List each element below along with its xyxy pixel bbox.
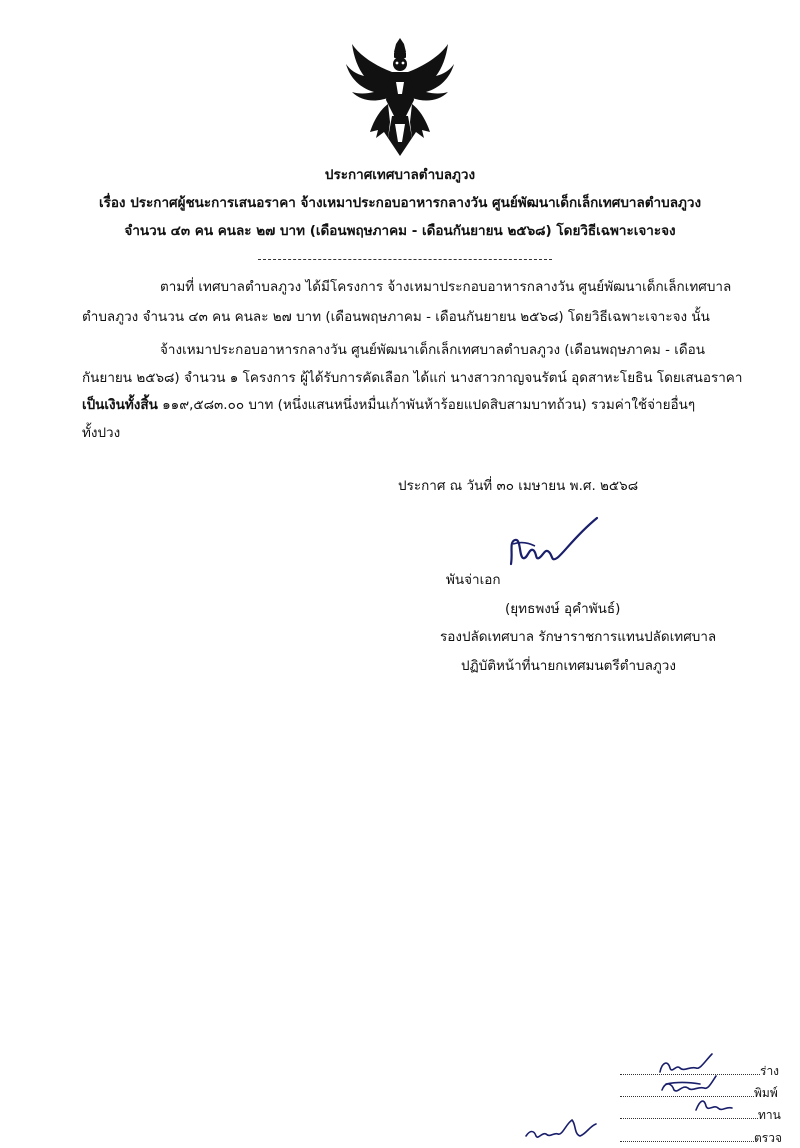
signer-name: (ยุทธพงษ์ อุคำพันธ์)	[505, 601, 621, 617]
subject-line-1: เรื่อง ประกาศผู้ชนะการเสนอราคา จ้างเหมาประกอบอาหารกลางวัน ศูนย์พัฒนาเด็กเล็กเทศบาลตำบลภูวง	[98, 195, 702, 211]
paragraph-1-line-2: ตำบลภูวง จำนวน ๔๓ คน คนละ ๒๗ บาท (เดือนพฤษภาคม - เดือนกันยายน ๒๕๖๘) โดยวิธีเฉพาะเจาะจง นั้น	[82, 309, 710, 325]
header-divider	[258, 259, 552, 260]
announce-date: ประกาศ ณ วันที่ ๓๐ เมษายน พ.ศ. ๒๕๖๘	[398, 478, 639, 494]
total-amount-text: ๑๑๙,๕๘๓.๐๐ บาท (หนึ่งแสนหนึ่งหมื่นเก้าพันห้าร้อยแปดสิบสามบาทถ้วน) รวมค่าใช้จ่ายอื่นๆ	[157, 397, 696, 413]
paragraph-2-line-4: ทั้งปวง	[82, 425, 121, 441]
check-label: ตรวจ	[754, 1131, 783, 1145]
footer-row-print	[620, 1084, 778, 1103]
footer-row-check	[620, 1129, 782, 1148]
signer-position-1: รองปลัดเทศบาล รักษาราชการแทนปลัดเทศบาล	[440, 629, 717, 645]
draft-label: ร่าง	[760, 1064, 780, 1078]
footer-row-draft	[620, 1062, 779, 1081]
footer-row-review	[620, 1106, 781, 1125]
subject-line-2: จำนวน ๔๓ คน คนละ ๒๗ บาท (เดือนพฤษภาคม - เดือนกันยายน ๒๕๖๘) โดยวิธีเฉพาะเจาะจง	[124, 223, 676, 239]
signer-position-2: ปฏิบัติหน้าที่นายกเทศมนตรีตำบลภูวง	[461, 658, 676, 674]
print-label: พิมพ์	[754, 1086, 778, 1100]
paragraph-2-line-3	[82, 393, 695, 415]
garuda-emblem-icon	[340, 38, 460, 158]
issuer-title: ประกาศเทศบาลตำบลภูวง	[324, 167, 476, 183]
paragraph-2-line-2: กันยายน ๒๕๖๘) จำนวน ๑ โครงการ ผู้ได้รับการคัดเลือก ได้แก่ นางสาวกาญจนรัตน์ อุดสาหะโยธิน โดยเสนอราคา	[82, 370, 743, 386]
handwritten-signature-icon	[505, 512, 605, 572]
signer-rank: พันจ่าเอก	[446, 572, 501, 588]
paragraph-2-line-1: จ้างเหมาประกอบอาหารกลางวัน ศูนย์พัฒนาเด็กเล็กเทศบาลตำบลภูวง (เดือนพฤษภาคม - เดือน	[160, 342, 705, 358]
paragraph-1-line-1: ตามที่ เทศบาลตำบลภูวง ได้มีโครงการ จ้างเหมาประกอบอาหารกลางวัน ศูนย์พัฒนาเด็กเล็กเทศบาล	[160, 279, 732, 295]
review-label: ทาน	[758, 1108, 781, 1122]
total-amount-label: เป็นเงินทั้งสิ้น	[82, 397, 158, 413]
